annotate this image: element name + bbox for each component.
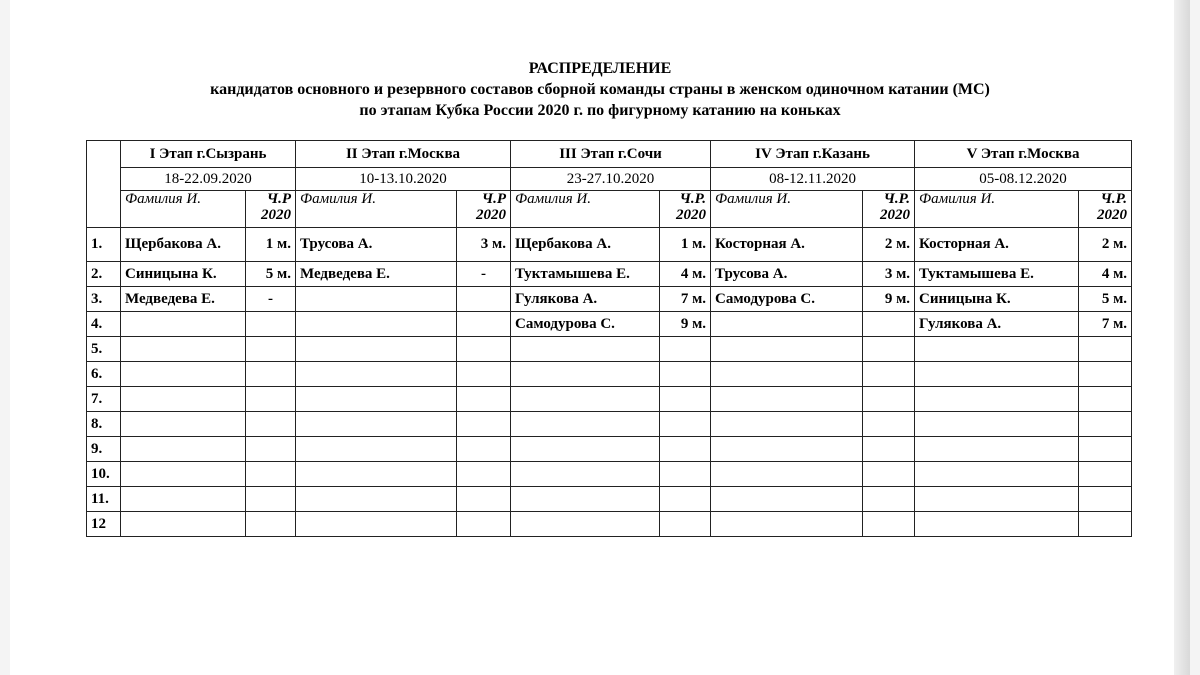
championship-place	[1079, 437, 1132, 462]
row-number: 5.	[87, 337, 121, 362]
skater-name: Трусова А.	[711, 262, 863, 287]
championship-place	[660, 437, 711, 462]
skater-name: Трусова А.	[296, 228, 457, 262]
skater-name	[511, 412, 660, 437]
championship-place: 3 м.	[457, 228, 511, 262]
skater-name: Щербакова А.	[121, 228, 246, 262]
heading-subtitle-2: по этапам Кубка России 2020 г. по фигурному катанию на коньках	[359, 102, 841, 119]
document-heading	[0, 58, 1200, 121]
skater-name: Медведева Е.	[121, 287, 246, 312]
stage-name: IV Этап г.Казань	[711, 141, 915, 168]
championship-place	[863, 362, 915, 387]
championship-place	[246, 462, 296, 487]
stage-name: I Этап г.Сызрань	[121, 141, 296, 168]
skater-name	[915, 487, 1079, 512]
skater-name: Синицына К.	[121, 262, 246, 287]
skater-name: Самодурова С.	[511, 312, 660, 337]
table-row	[87, 362, 1132, 387]
skater-name: Самодурова С.	[711, 287, 863, 312]
stage-dates: 08-12.11.2020	[711, 168, 915, 191]
skater-name	[511, 362, 660, 387]
skater-name	[915, 362, 1079, 387]
skater-name	[296, 312, 457, 337]
championship-place	[457, 487, 511, 512]
championship-place	[863, 312, 915, 337]
skater-name: Гулякова А.	[915, 312, 1079, 337]
skater-name	[296, 512, 457, 537]
row-number: 12	[87, 512, 121, 537]
skater-name	[915, 462, 1079, 487]
skater-name	[121, 362, 246, 387]
name-subheader: Фамилия И.	[121, 191, 246, 228]
row-number: 2.	[87, 262, 121, 287]
stage-dates: 10-13.10.2020	[296, 168, 511, 191]
championship-place	[863, 412, 915, 437]
championship-place	[1079, 412, 1132, 437]
skater-name: Косторная А.	[711, 228, 863, 262]
championship-place	[1079, 362, 1132, 387]
skater-name	[296, 362, 457, 387]
row-number: 4.	[87, 312, 121, 337]
championship-place: 3 м.	[863, 262, 915, 287]
skater-name	[511, 462, 660, 487]
table-row	[87, 512, 1132, 537]
skater-name	[121, 512, 246, 537]
championship-place	[660, 362, 711, 387]
skater-name	[121, 437, 246, 462]
skater-name: Синицына К.	[915, 287, 1079, 312]
championship-place	[457, 512, 511, 537]
stage-dates: 23-27.10.2020	[511, 168, 711, 191]
skater-name	[711, 337, 863, 362]
row-number: 8.	[87, 412, 121, 437]
championship-place: 7 м.	[1079, 312, 1132, 337]
skater-name	[711, 362, 863, 387]
skater-name	[711, 512, 863, 537]
championship-place	[863, 387, 915, 412]
result-subheader: Ч.Р. 2020	[863, 191, 915, 228]
row-number: 1.	[87, 228, 121, 262]
skater-name	[511, 487, 660, 512]
skater-name	[296, 412, 457, 437]
stage-dates: 18-22.09.2020	[121, 168, 296, 191]
result-subheader: Ч.Р 2020	[457, 191, 511, 228]
championship-place	[246, 412, 296, 437]
championship-place	[457, 287, 511, 312]
championship-place	[863, 437, 915, 462]
championship-place	[457, 412, 511, 437]
skater-name: Косторная А.	[915, 228, 1079, 262]
championship-place: 1 м.	[660, 228, 711, 262]
stage-dates-row	[87, 168, 1132, 191]
skater-name	[915, 412, 1079, 437]
result-subheader: Ч.Р 2020	[246, 191, 296, 228]
championship-place	[1079, 512, 1132, 537]
stage-name: III Этап г.Сочи	[511, 141, 711, 168]
championship-place	[246, 312, 296, 337]
table-row	[87, 412, 1132, 437]
championship-place	[246, 387, 296, 412]
stage-name: V Этап г.Москва	[915, 141, 1132, 168]
row-number: 11.	[87, 487, 121, 512]
table-row	[87, 387, 1132, 412]
championship-place	[246, 362, 296, 387]
championship-place: 9 м.	[660, 312, 711, 337]
row-number: 6.	[87, 362, 121, 387]
table-row	[87, 337, 1132, 362]
championship-place: 5 м.	[1079, 287, 1132, 312]
skater-name	[711, 312, 863, 337]
skater-name	[915, 512, 1079, 537]
skater-name	[915, 437, 1079, 462]
championship-place	[1079, 487, 1132, 512]
skater-name	[296, 387, 457, 412]
championship-place	[660, 387, 711, 412]
stage-name: II Этап г.Москва	[296, 141, 511, 168]
championship-place	[863, 512, 915, 537]
skater-name	[711, 462, 863, 487]
name-subheader: Фамилия И.	[915, 191, 1079, 228]
skater-name: Щербакова А.	[511, 228, 660, 262]
skater-name	[296, 462, 457, 487]
skater-name	[121, 387, 246, 412]
skater-name: Медведева Е.	[296, 262, 457, 287]
stage-dates: 05-08.12.2020	[915, 168, 1132, 191]
championship-place	[457, 362, 511, 387]
distribution-table	[86, 140, 1132, 537]
row-number: 3.	[87, 287, 121, 312]
skater-name: Гулякова А.	[511, 287, 660, 312]
row-number: 9.	[87, 437, 121, 462]
table-row	[87, 462, 1132, 487]
number-header-cell	[87, 141, 121, 228]
skater-name	[511, 387, 660, 412]
championship-place	[246, 337, 296, 362]
skater-name	[296, 437, 457, 462]
championship-place	[457, 387, 511, 412]
stage-header-row	[87, 141, 1132, 168]
table-row	[87, 228, 1132, 262]
row-number: 10.	[87, 462, 121, 487]
skater-name	[121, 487, 246, 512]
championship-place	[457, 437, 511, 462]
championship-place	[457, 312, 511, 337]
skater-name	[121, 312, 246, 337]
skater-name	[711, 437, 863, 462]
championship-place: 7 м.	[660, 287, 711, 312]
skater-name	[121, 462, 246, 487]
championship-place	[660, 462, 711, 487]
name-subheader: Фамилия И.	[296, 191, 457, 228]
heading-title: РАСПРЕДЕЛЕНИЕ	[528, 60, 672, 77]
skater-name	[711, 412, 863, 437]
championship-place	[457, 462, 511, 487]
championship-place	[863, 337, 915, 362]
skater-name	[511, 337, 660, 362]
championship-place	[863, 462, 915, 487]
championship-place	[660, 412, 711, 437]
championship-place: 2 м.	[863, 228, 915, 262]
name-subheader: Фамилия И.	[711, 191, 863, 228]
skater-name	[511, 437, 660, 462]
championship-place: 9 м.	[863, 287, 915, 312]
championship-place: -	[457, 262, 511, 287]
result-subheader: Ч.Р. 2020	[1079, 191, 1132, 228]
championship-place	[863, 487, 915, 512]
skater-name	[121, 412, 246, 437]
skater-name	[511, 512, 660, 537]
name-subheader: Фамилия И.	[511, 191, 660, 228]
skater-name	[711, 487, 863, 512]
row-number: 7.	[87, 387, 121, 412]
heading-subtitle: кандидатов основного и резервного составов сборной команды страны в женском одиночном катании (МС)	[210, 81, 990, 98]
skater-name: Туктамышева Е.	[915, 262, 1079, 287]
championship-place: -	[246, 287, 296, 312]
championship-place	[1079, 387, 1132, 412]
championship-place	[1079, 462, 1132, 487]
skater-name	[915, 387, 1079, 412]
championship-place	[660, 487, 711, 512]
championship-place: 1 м.	[246, 228, 296, 262]
table-row	[87, 287, 1132, 312]
skater-name	[915, 337, 1079, 362]
championship-place	[246, 487, 296, 512]
subheader-row	[87, 191, 1132, 228]
championship-place	[457, 337, 511, 362]
skater-name	[711, 387, 863, 412]
table-row	[87, 487, 1132, 512]
championship-place: 4 м.	[660, 262, 711, 287]
skater-name	[296, 287, 457, 312]
table-row	[87, 437, 1132, 462]
championship-place	[246, 512, 296, 537]
championship-place: 4 м.	[1079, 262, 1132, 287]
championship-place	[660, 512, 711, 537]
championship-place	[660, 337, 711, 362]
table-row	[87, 262, 1132, 287]
skater-name	[296, 487, 457, 512]
skater-name	[296, 337, 457, 362]
championship-place	[1079, 337, 1132, 362]
skater-name	[121, 337, 246, 362]
table-row	[87, 312, 1132, 337]
championship-place: 5 м.	[246, 262, 296, 287]
result-subheader: Ч.Р. 2020	[660, 191, 711, 228]
championship-place	[246, 437, 296, 462]
championship-place: 2 м.	[1079, 228, 1132, 262]
skater-name: Туктамышева Е.	[511, 262, 660, 287]
